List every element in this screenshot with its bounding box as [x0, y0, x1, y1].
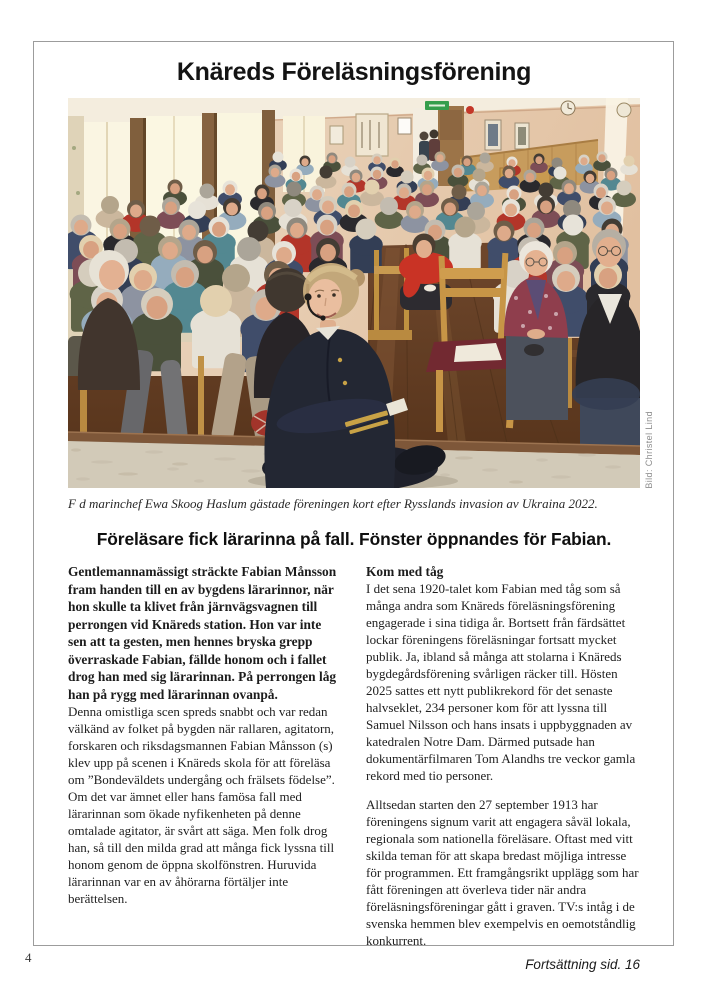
lead-paragraph: Gentlemannamässigt sträckte Fabian Månsson fram handen till en av bygdens lärarinnor, när hon skulle ta klivet från järnvägsvagnen till perrongen vid Knäreds station. Hon var inte sen att ta gesten, men hennes bryska grepp överraskade Fabian, fällde honom och i fallet drog han med sig lärarinnan. På perrongen låg han på rygg med lärarinnan ovanpå.: [68, 564, 337, 702]
page-number: 4: [25, 950, 32, 965]
page-title: Knäreds Föreläsningsförening: [176, 58, 532, 86]
body-paragraph-right-1: I det sena 1920-talet kom Fabian med tåg som så många andra som Knäreds föreläsningsförening engagerade i sina tidiga år. Bortsett från färdsättet lockar föreningens föreläsningar fortsatt mycket publik. Ja, ibland så många att stolarna i Knäreds bygdegårdsförening svårligen räcker till. Hösten 2025 sattes ett nytt publikrekord för det senaste halvseklet, 234 personer kom för att lyssna till Samuel Nilsson och hans insats i uppbyggnaden av katedralen Notre Dam. Därmed putsade han dokumentärfilmaren Tom Alandhs tre veckor gamla rekord med tio personer.: [366, 581, 636, 784]
section-subhead: Kom med tåg: [366, 564, 444, 580]
article-columns: [68, 563, 640, 973]
column-right: [366, 563, 640, 973]
article-photo: [68, 98, 654, 489]
continuation-note: Fortsättning sid. 16: [525, 957, 640, 973]
lecture-hall-photo-illustration: [68, 98, 640, 488]
column-left: [68, 563, 342, 973]
body-paragraph-right-2: Alltsedan starten den 27 september 1913 har föreningens signum varit att engagera såväl lokala, regionala som nationella föreläsare. Oftast med vitt skilda teman för att skapa bredast möjliga intresse för programmen. Ett framgångsrikt upplägg som har fått föreningen att överleva tider när andra föreläsningsföreningar gått i graven. TV:s intåg i de svenska hemmen blev exempelvis en oemotståndlig konkurrent.: [366, 797, 639, 949]
page-frame: [33, 41, 674, 973]
photo-credit: Bild: Christel Lind: [644, 410, 654, 489]
photo-caption: F d marinchef Ewa Skoog Haslum gästade föreningen kort efter Rysslands invasion av Ukraina 2022.: [68, 496, 598, 512]
article-headline: Föreläsare fick lärarinna på fall. Fönster öppnandes för Fabian.: [96, 528, 612, 549]
body-paragraph-left: Denna omistliga scen spreds snabbt och var redan välkänd av folket på bygden när rallaren, agitatorn, forskaren och riksdagsmannen Fabian Månsson (s) klev upp på scenen i Knäreds skola för att föreläsa om ”Bondeväldets undergång och frälsets födelse”. Om det var ämnet eller hans famösa fall med lärarinnan som ökade nyfikenheten på denne omtalade agitator, är svårt att säga. Men folk drog han, så till den milda grad att många fick lyssna till honom genom de öppna skolfönstren. Huruvida lärarinnan var en av åhörarna förtäljer inte berättelsen.: [68, 704, 335, 907]
